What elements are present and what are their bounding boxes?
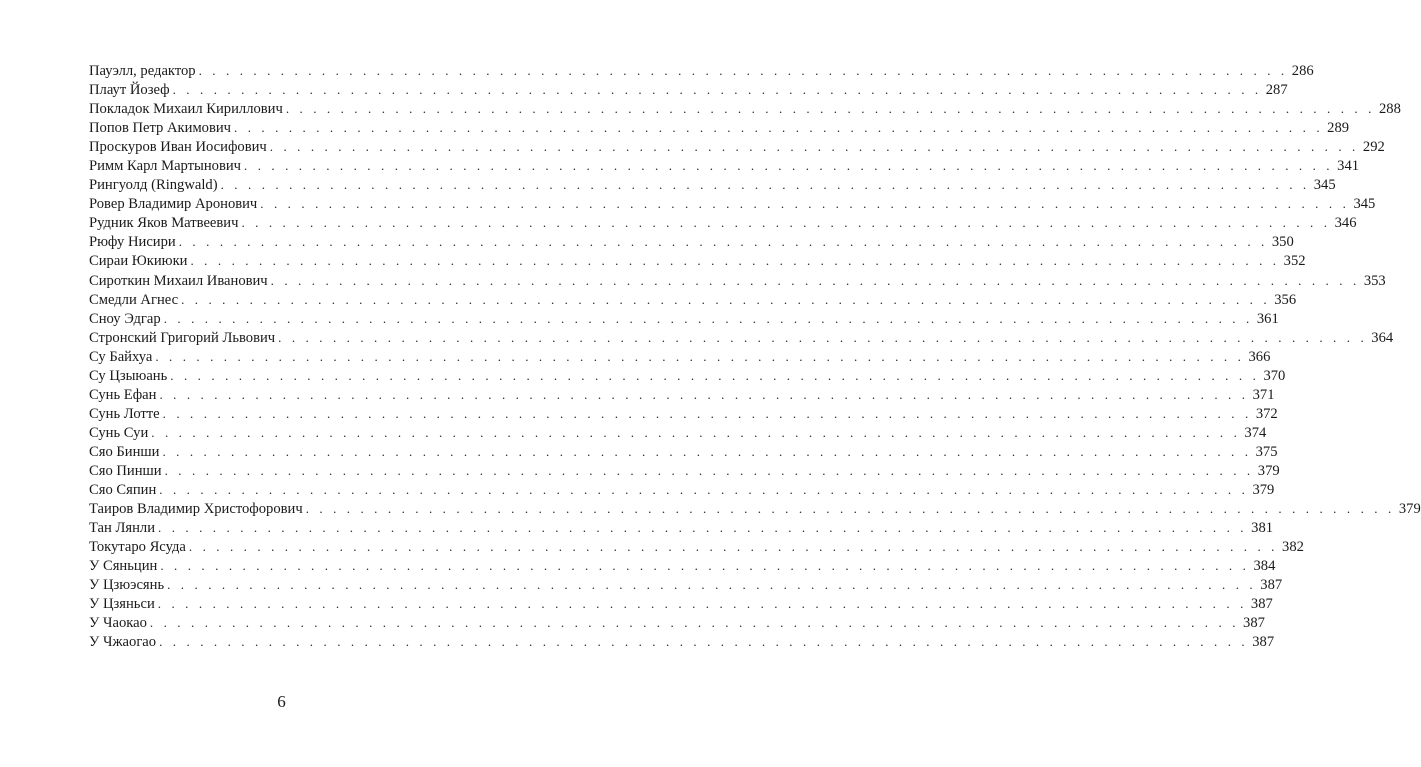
index-entry bbox=[89, 156, 1360, 175]
entry-name: Токутаро Ясуда bbox=[89, 539, 186, 556]
entry-page-number: 350 bbox=[1271, 234, 1294, 251]
index-entry bbox=[89, 194, 1376, 213]
entry-name: У Чаокао bbox=[89, 615, 147, 632]
index-entry bbox=[89, 556, 1276, 575]
index-entry bbox=[89, 175, 1336, 194]
index-entry bbox=[89, 518, 1274, 537]
dot-leader: . . . . . . . . . . . . . . . . . . . . . . . . . . . . . . . . . . . . . . . . . . . . . . . . . . . . . . . . . . . . . . . . . . . . . . . . . . . . . . . . bbox=[157, 596, 1247, 612]
dot-leader: . . . . . . . . . . . . . . . . . . . . . . . . . . . . . . . . . . . . . . . . . . . . . . . . . . . . . . . . . . . . . . . . . . . . . . . . . . . . . . . . bbox=[158, 520, 1248, 536]
entry-page-number: 387 bbox=[1243, 615, 1265, 632]
entry-page-number: 381 bbox=[1251, 520, 1274, 537]
entry-name: Сироткин Михаил Иванович bbox=[89, 272, 268, 289]
dot-leader: . . . . . . . . . . . . . . . . . . . . . . . . . . . . . . . . . . . . . . . . . . . . . . . . . . . . . . . . . . . . . . . . . . . . . . . . . . . . . . . . bbox=[159, 482, 1249, 498]
entry-page-number: 371 bbox=[1252, 386, 1275, 403]
entry-name: У Цзяньси bbox=[89, 596, 155, 613]
entry-page-number: 374 bbox=[1244, 424, 1267, 441]
entry-page-number: 286 bbox=[1291, 63, 1314, 79]
entry-name: Сяо Пинши bbox=[89, 462, 162, 479]
index-entry bbox=[89, 423, 1267, 442]
index-entry bbox=[89, 232, 1294, 251]
dot-leader: . . . . . . . . . . . . . . . . . . . . . . . . . . . . . . . . . . . . . . . . . . . . . . . . . . . . . . . . . . . . . . . . . . . . . . . . . . . . . . . . bbox=[260, 196, 1350, 212]
entry-page-number: 387 bbox=[1250, 596, 1273, 613]
index-entry bbox=[89, 385, 1275, 404]
entry-page-number: 353 bbox=[1363, 272, 1386, 289]
entry-name: У Чжаогао bbox=[89, 634, 157, 651]
dot-leader: . . . . . . . . . . . . . . . . . . . . . . . . . . . . . . . . . . . . . . . . . . . . . . . . . . . . . . . . . . . . . . . . . . . . . . . . . . . . . . . . bbox=[162, 405, 1252, 421]
entry-name: Рудник Яков Матвеевич bbox=[89, 215, 239, 232]
dot-leader: . . . . . . . . . . . . . . . . . . . . . . . . . . . . . . . . . . . . . . . . . . . . . . . . . . . . . . . . . . . . . . . . . . . . . . . . . . . . . . . . bbox=[172, 82, 1262, 98]
entry-page-number: 387 bbox=[1252, 634, 1275, 651]
index-list bbox=[89, 61, 1421, 651]
dot-leader: . . . . . . . . . . . . . . . . . . . . . . . . . . . . . . . . . . . . . . . . . . . . . . . . . . . . . . . . . . . . . . . . . . . . . . . . . . . . . . . . bbox=[151, 424, 1241, 440]
entry-page-number: 352 bbox=[1283, 253, 1306, 270]
entry-page-number: 384 bbox=[1253, 558, 1276, 575]
index-entry bbox=[89, 61, 1314, 80]
index-entry bbox=[89, 271, 1386, 290]
dot-leader: . . . . . . . . . . . . . . . . . . . . . . . . . . . . . . . . . . . . . . . . . . . . . . . . . . . . . . . . . . . . . . . . . . . . . . . . . . . . . . . . bbox=[167, 577, 1257, 593]
index-entry bbox=[89, 480, 1275, 499]
dot-leader: . . . . . . . . . . . . . . . . . . . . . . . . . . . . . . . . . . . . . . . . . . . . . . . . . . . . . . . . . . . . . . . . . . . . . . . . . . . . . . . . bbox=[178, 234, 1268, 250]
entry-name: Римм Карл Мартынович bbox=[89, 158, 241, 175]
dot-leader: . . . . . . . . . . . . . . . . . . . . . . . . . . . . . . . . . . . . . . . . . . . . . . . . . . . . . . . . . . . . . . . . . . . . . . . . . . . . . . . . bbox=[270, 272, 1360, 288]
dot-leader: . . . . . . . . . . . . . . . . . . . . . . . . . . . . . . . . . . . . . . . . . . . . . . . . . . . . . . . . . . . . . . . . . . . . . . . . . . . . . . . . bbox=[278, 329, 1368, 345]
entry-page-number: 292 bbox=[1362, 139, 1385, 156]
index-entry bbox=[89, 99, 1401, 118]
entry-name: Таиров Владимир Христофорович bbox=[89, 501, 303, 518]
entry-page-number: 341 bbox=[1337, 158, 1360, 175]
entry-page-number: 361 bbox=[1256, 310, 1279, 327]
index-entry bbox=[89, 594, 1273, 613]
dot-leader: . . . . . . . . . . . . . . . . . . . . . . . . . . . . . . . . . . . . . . . . . . . . . . . . . . . . . . . . . . . . . . . . . . . . . . . . . . . . . . . . bbox=[155, 348, 1245, 364]
entry-page-number: 379 bbox=[1257, 462, 1280, 479]
dot-leader: . . . . . . . . . . . . . . . . . . . . . . . . . . . . . . . . . . . . . . . . . . . . . . . . . . . . . . . . . . . . . . . . . . . . . . . . . . . . . . . . bbox=[234, 120, 1324, 136]
entry-name: Стронский Григорий Львович bbox=[89, 329, 276, 346]
dot-leader: . . . . . . . . . . . . . . . . . . . . . . . . . . . . . . . . . . . . . . . . . . . . . . . . . . . . . . . . . . . . . . . . . . . . . . . . . . . . . . . . bbox=[188, 539, 1279, 555]
index-entry bbox=[89, 347, 1271, 366]
index-entry bbox=[89, 499, 1421, 518]
index-entry bbox=[89, 251, 1306, 270]
index-entry bbox=[89, 613, 1265, 632]
dot-leader: . . . . . . . . . . . . . . . . . . . . . . . . . . . . . . . . . . . . . . . . . . . . . . . . . . . . . . . . . . . . . . . . . . . . . . . . . . . . . . . . bbox=[163, 310, 1253, 326]
index-entry bbox=[89, 575, 1283, 594]
entry-name: Сунь Ефан bbox=[89, 386, 157, 403]
entry-name: Рингуолд (Ringwald) bbox=[89, 177, 218, 194]
index-entry bbox=[89, 461, 1280, 480]
dot-leader: . . . . . . . . . . . . . . . . . . . . . . . . . . . . . . . . . . . . . . . . . . . . . . . . . . . . . . . . . . . . . . . . . . . . . . . . . . . . . . . . bbox=[285, 101, 1375, 117]
entry-page-number: 346 bbox=[1334, 215, 1357, 232]
index-entry bbox=[89, 309, 1279, 328]
index-entry bbox=[89, 118, 1350, 137]
entry-name: Тан Лянли bbox=[89, 520, 155, 537]
index-entry bbox=[89, 213, 1357, 232]
dot-leader: . . . . . . . . . . . . . . . . . . . . . . . . . . . . . . . . . . . . . . . . . . . . . . . . . . . . . . . . . . . . . . . . . . . . . . . . . . . . . . . . bbox=[170, 367, 1260, 383]
entry-name: Су Байхуа bbox=[89, 348, 153, 365]
index-entry bbox=[89, 328, 1394, 347]
entry-name: Сяо Бинши bbox=[89, 443, 160, 460]
index-entry bbox=[89, 632, 1275, 651]
entry-page-number: 288 bbox=[1378, 101, 1401, 118]
entry-page-number: 370 bbox=[1263, 367, 1286, 384]
dot-leader: . . . . . . . . . . . . . . . . . . . . . . . . . . . . . . . . . . . . . . . . . . . . . . . . . . . . . . . . . . . . . . . . . . . . . . . . . . . . . . . . bbox=[305, 501, 1395, 517]
entry-page-number: 379 bbox=[1252, 482, 1275, 499]
dot-leader: . . . . . . . . . . . . . . . . . . . . . . . . . . . . . . . . . . . . . . . . . . . . . . . . . . . . . . . . . . . . . . . . . . . . . . . . . . . . . . . . bbox=[162, 443, 1252, 459]
entry-page-number: 289 bbox=[1327, 120, 1350, 137]
index-entry bbox=[89, 80, 1288, 99]
dot-leader: . . . . . . . . . . . . . . . . . . . . . . . . . . . . . . . . . . . . . . . . . . . . . . . . . . . . . . . . . . . . . . . . . . . . . . . . . . . . . . . . bbox=[181, 291, 1271, 307]
entry-name: Су Цзыюань bbox=[89, 367, 168, 384]
dot-leader: . . . . . . . . . . . . . . . . . . . . . . . . . . . . . . . . . . . . . . . . . . . . . . . . . . . . . . . . . . . . . . . . . . . . . . . . . . . . . . . . bbox=[241, 215, 1331, 231]
entry-page-number: 364 bbox=[1371, 329, 1394, 346]
index-entry bbox=[89, 537, 1304, 556]
entry-page-number: 372 bbox=[1255, 405, 1278, 422]
entry-name: Сунь Суи bbox=[89, 424, 149, 441]
index-entry bbox=[89, 366, 1286, 385]
entry-name: Сноу Эдгар bbox=[89, 310, 161, 327]
dot-leader: . . . . . . . . . . . . . . . . . . . . . . . . . . . . . . . . . . . . . . . . . . . . . . . . . . . . . . . . . . . . . . . . . . . . . . . . . . . . . . . . bbox=[159, 634, 1249, 650]
entry-page-number: 379 bbox=[1398, 501, 1421, 518]
entry-page-number: 356 bbox=[1274, 291, 1297, 308]
entry-name: Попов Петр Акимович bbox=[89, 120, 232, 137]
entry-name: Покладок Михаил Кириллович bbox=[89, 101, 283, 118]
entry-page-number: 382 bbox=[1282, 539, 1304, 556]
entry-name: Проскуров Иван Иосифович bbox=[89, 139, 267, 156]
entry-page-number: 345 bbox=[1353, 196, 1376, 213]
entry-name: У Сяньцин bbox=[89, 558, 158, 575]
index-entry bbox=[89, 404, 1278, 423]
entry-name: Пауэлл, редактор bbox=[89, 63, 196, 79]
entry-page-number: 375 bbox=[1255, 443, 1278, 460]
index-entry bbox=[89, 442, 1278, 461]
entry-page-number: 366 bbox=[1248, 348, 1271, 365]
dot-leader: . . . . . . . . . . . . . . . . . . . . . . . . . . . . . . . . . . . . . . . . . . . . . . . . . . . . . . . . . . . . . . . . . . . . . . . . . . . . . . . . bbox=[190, 253, 1280, 269]
dot-leader: . . . . . . . . . . . . . . . . . . . . . . . . . . . . . . . . . . . . . . . . . . . . . . . . . . . . . . . . . . . . . . . . . . . . . . . . . . . . . . . . bbox=[149, 615, 1240, 631]
dot-leader: . . . . . . . . . . . . . . . . . . . . . . . . . . . . . . . . . . . . . . . . . . . . . . . . . . . . . . . . . . . . . . . . . . . . . . . . . . . . . . . . bbox=[159, 386, 1249, 402]
entry-name: Ровер Владимир Аронович bbox=[89, 196, 258, 213]
index-entry bbox=[89, 137, 1385, 156]
entry-name: Рюфу Нисири bbox=[89, 234, 176, 251]
entry-name: Сираи Юкиюки bbox=[89, 253, 188, 270]
entry-name: Сунь Лотте bbox=[89, 405, 160, 422]
dot-leader: . . . . . . . . . . . . . . . . . . . . . . . . . . . . . . . . . . . . . . . . . . . . . . . . . . . . . . . . . . . . . . . . . . . . . . . . . . . . . . . . bbox=[164, 462, 1254, 478]
dot-leader: . . . . . . . . . . . . . . . . . . . . . . . . . . . . . . . . . . . . . . . . . . . . . . . . . . . . . . . . . . . . . . . . . . . . . . . . . . . . . . . . bbox=[244, 158, 1334, 174]
dot-leader: . . . . . . . . . . . . . . . . . . . . . . . . . . . . . . . . . . . . . . . . . . . . . . . . . . . . . . . . . . . . . . . . . . . . . . . . . . . . . . . . bbox=[220, 177, 1310, 193]
entry-name: У Цзюэсянь bbox=[89, 577, 165, 594]
entry-name: Сяо Сяпин bbox=[89, 482, 157, 499]
entry-page-number: 287 bbox=[1265, 82, 1288, 99]
entry-page-number: 345 bbox=[1313, 177, 1336, 194]
index-entry bbox=[89, 290, 1297, 309]
dot-leader: . . . . . . . . . . . . . . . . . . . . . . . . . . . . . . . . . . . . . . . . . . . . . . . . . . . . . . . . . . . . . . . . . . . . . . . . . . . . . . . . bbox=[269, 139, 1359, 155]
page-number: 6 bbox=[277, 692, 286, 711]
entry-name: Смедли Агнес bbox=[89, 291, 179, 308]
dot-leader: . . . . . . . . . . . . . . . . . . . . . . . . . . . . . . . . . . . . . . . . . . . . . . . . . . . . . . . . . . . . . . . . . . . . . . . . . . . . . . . . bbox=[198, 63, 1288, 78]
entry-name: Плаут Йозеф bbox=[89, 82, 170, 99]
dot-leader: . . . . . . . . . . . . . . . . . . . . . . . . . . . . . . . . . . . . . . . . . . . . . . . . . . . . . . . . . . . . . . . . . . . . . . . . . . . . . . . . bbox=[160, 558, 1250, 574]
entry-page-number: 387 bbox=[1260, 577, 1283, 594]
